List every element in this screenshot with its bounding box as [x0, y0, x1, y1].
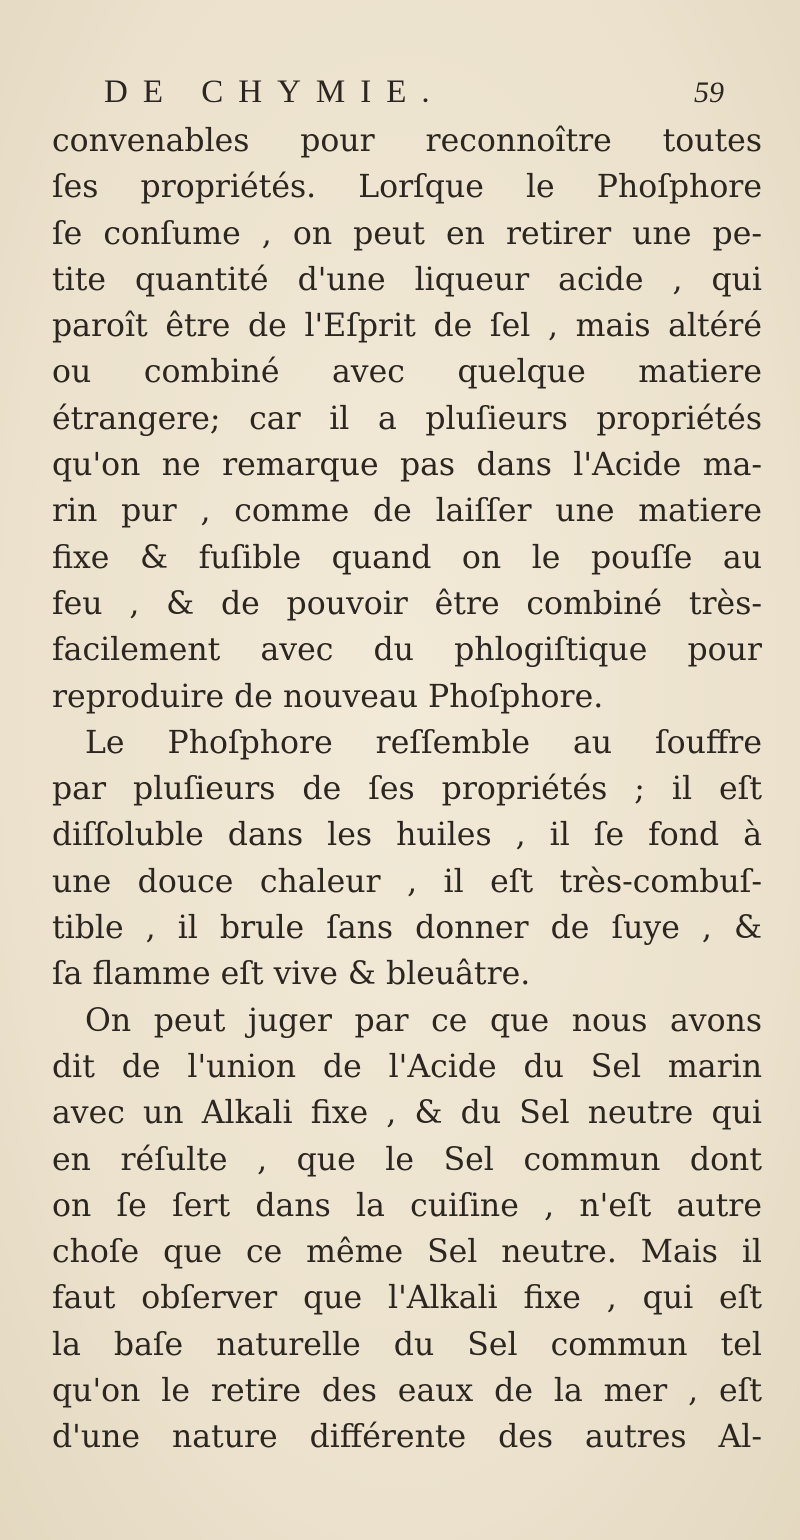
text-line: ſes propriétés. Lorſque le Phoſphore: [52, 169, 762, 206]
text-line: la baſe naturelle du Sel commun tel: [52, 1326, 762, 1363]
page-number: 59: [694, 76, 724, 109]
text-line: choſe que ce même Sel neutre. Mais il: [52, 1234, 762, 1271]
text-line: tible , il brule ſans donner de ſuye , &: [52, 910, 762, 947]
text-line: paroît être de l'Eſprit de ſel , mais altéré: [52, 308, 762, 345]
text-line: qu'on ne remarque pas dans l'Acide ma-: [52, 447, 762, 484]
text-line: ſe conſume , on peut en retirer une pe-: [52, 215, 762, 252]
text-line: d'une nature différente des autres Al-: [52, 1419, 762, 1456]
text-line: tite quantité d'une liqueur acide , qui: [52, 261, 762, 298]
text-line: par pluſieurs de ſes propriétés ; il eſt: [52, 771, 762, 808]
text-line: reproduire de nouveau Phoſphore.: [52, 678, 604, 715]
text-line: feu , & de pouvoir être combiné très-: [52, 585, 762, 622]
running-head: DE CHYMIE.: [104, 74, 445, 110]
page-header: [104, 74, 724, 124]
text-line: une douce chaleur , il eſt très-combuſ-: [52, 863, 762, 900]
text-line: étrangere; car il a pluſieurs propriétés: [52, 400, 762, 437]
text-line: faut obſerver que l'Alkali fixe , qui eſt: [52, 1280, 762, 1317]
text-line: ſa flamme eſt vive & bleuâtre.: [52, 956, 531, 993]
text-line: ou combiné avec quelque matiere: [52, 354, 762, 391]
text-line: avec un Alkali fixe , & du Sel neutre qui: [52, 1095, 762, 1132]
text-line: fixe & fuſible quand on le pouſſe au: [52, 539, 762, 576]
text-line: facilement avec du phlogiſtique pour: [52, 632, 762, 669]
text-line: convenables pour reconnoître toutes: [52, 123, 762, 159]
text-line: en réſulte , que le Sel commun dont: [52, 1141, 762, 1178]
paragraph-start-line: On peut juger par ce que nous avons: [85, 1002, 762, 1039]
text-line: qu'on le retire des eaux de la mer , eſt: [52, 1373, 762, 1410]
text-line: dit de l'union de l'Acide du Sel marin: [52, 1048, 762, 1085]
body-text: [52, 118, 762, 1461]
paragraph-start-line: Le Phoſphore reſſemble au ſouffre: [85, 724, 762, 761]
text-line: on ſe ſert dans la cuiſine , n'eſt autre: [52, 1187, 762, 1224]
text-line: diſſoluble dans les huiles , il ſe fond à: [52, 817, 762, 854]
text-line: rin pur , comme de laiſſer une matiere: [52, 493, 762, 530]
